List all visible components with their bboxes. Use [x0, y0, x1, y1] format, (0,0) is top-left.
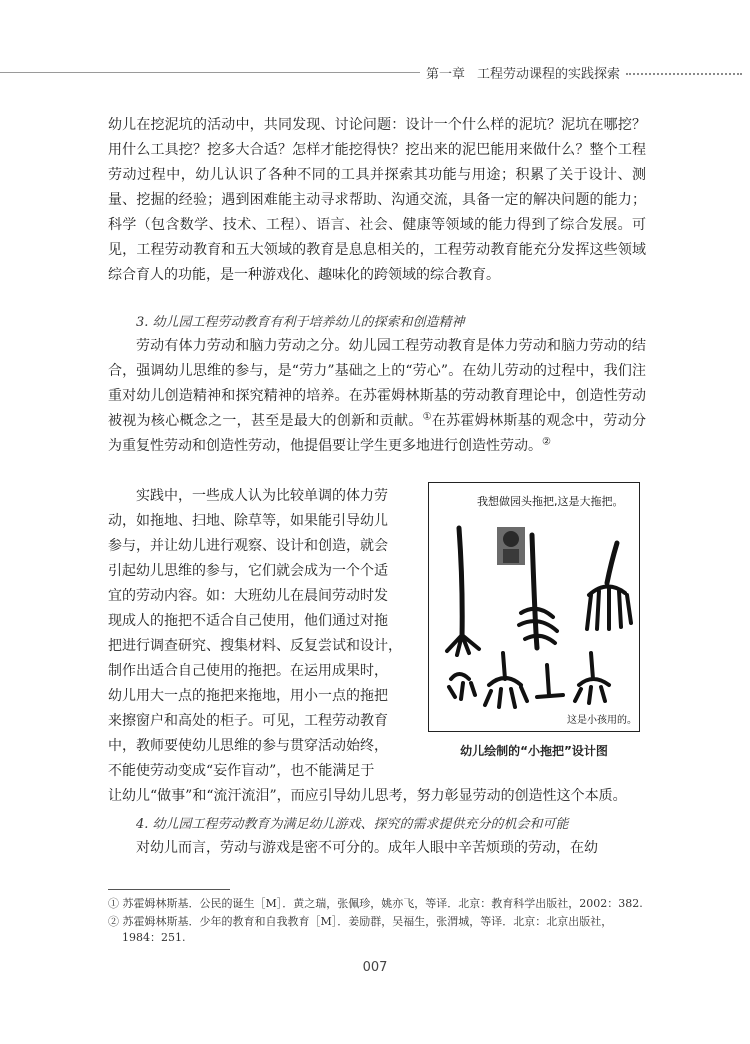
- paragraph-2: [108, 334, 646, 459]
- footnote-ref-2[interactable]: ②: [542, 436, 551, 448]
- paragraph-3-line: 中，教师要使幼儿思维的参与贯穿活动始终，: [108, 738, 388, 754]
- paragraph-3-line: 来擦窗户和高处的柜子。可见，工程劳动教育: [108, 713, 388, 729]
- paragraph-3-line: 引起幼儿思维的参与，它们就会成为一个个适: [108, 563, 388, 579]
- section-heading-4: 4. 幼儿园工程劳动教育为满足幼儿游戏、探究的需求提供充分的机会和可能: [136, 817, 569, 832]
- handwriting-top: 我想做园头拖把,这是大拖把。: [477, 495, 624, 508]
- paragraph-4: 对幼儿而言，劳动与游戏是密不可分的。成年人眼中辛苦烦琐的劳动，在幼: [136, 840, 598, 856]
- header-tab: [420, 56, 750, 88]
- child-photo-body: [503, 549, 519, 563]
- running-header: [0, 56, 750, 90]
- mop-3-handle: [607, 543, 617, 583]
- paragraph-3-tail: 让幼儿“做事”和“流汗流泪”，而应引导幼儿思考，努力彰显劳动的创造性这个本质。: [108, 788, 627, 804]
- paragraph-3-line: 参与，并让幼儿进行观察、设计和创造，就会: [108, 538, 388, 554]
- header-dot-leader: [626, 73, 742, 75]
- paragraph-3-line: 不能使劳动变成“妄作盲动”，也不能满足于: [108, 763, 375, 779]
- section-heading-3: 3. 幼儿园工程劳动教育有利于培养幼儿的探索和创造精神: [136, 315, 465, 330]
- small-mop-2: [485, 653, 527, 707]
- chapter-title: 工程劳动课程的实践探索: [477, 66, 621, 82]
- page-number: 007: [362, 960, 388, 975]
- paragraph-3-line: 动，如拖地、扫地、除草等，如果能引导幼儿: [108, 513, 388, 529]
- paragraph-2-part-1: 劳动有体力劳动和脑力劳动之分。幼儿园工程劳动教育是体力劳动和脑力劳动的结合，强调幼儿思维的参与，是“劳力”基础之上的“劳心”。在幼儿劳动的过程中，我们注重对幼儿创造精神和探究精神的培养。在苏霍姆林斯基的劳动教育理论中，创造性劳动被视为核心概念之一，甚至是最大的创新和贡献。: [108, 338, 646, 429]
- paragraph-3-line: 实践中，一些成人认为比较单调的体力劳: [136, 488, 388, 504]
- small-mop-1: [449, 674, 475, 699]
- footnote-2-continued: 1984：251.: [122, 931, 186, 944]
- paragraph-3-line: 幼儿用大一点的拖把来拖地，用小一点的拖把: [108, 688, 388, 704]
- paragraph-1: 幼儿在挖泥坑的活动中，共同发现、讨论问题：设计一个什么样的泥坑？泥坑在哪挖？用什么工具挖？挖多大合适？怎样才能挖得快？挖出来的泥巴能用来做什么？整个工程劳动过程中，幼儿认识了各种不同的工具并探索其功能与用途；积累了关于设计、测量、挖掘的经验；遇到困难能主动寻求帮助、沟通交流，具备一定的解决问题的能力；科学（包含数学、技术、工程）、语言、社会、健康等领域的能力得到了综合发展。可见，工程劳动教育和五大领域的教育是息息相关的，工程劳动教育能充分发挥这些领域综合育人的功能，是一种游戏化、趣味化的跨领域的综合教育。: [108, 117, 646, 283]
- mop-1-head: [447, 635, 479, 655]
- footnote-rule: [108, 889, 230, 890]
- paragraph-3-wrapped: [108, 484, 424, 784]
- chapter-number: 第一章: [426, 66, 466, 82]
- figure-caption: 幼儿绘制的“小拖把”设计图: [460, 744, 608, 758]
- paragraph-2-part-2: 在苏霍姆林斯基的观念中，劳动分为重复性劳动和创造性劳动，他提倡要让学生更多地进行创造性劳动。: [108, 413, 647, 454]
- footnote-2: ② 苏霍姆林斯基．少年的教育和自我教育［M］．姜励群，吴福生，张渭城，等译．北京：北京出版社，: [108, 915, 613, 928]
- paragraph-3-line: 现成人的拖把不适合自己使用，他们通过对拖: [108, 613, 388, 629]
- mop-2-handle: [532, 535, 537, 648]
- small-mop-3: [537, 665, 563, 697]
- footnote-1: ① 苏霍姆林斯基．公民的诞生［M］．黄之瑞，张佩珍，姚亦飞，等译．北京：教育科学出版社，2002：382.: [108, 897, 643, 910]
- handwriting-bottom: 这是小孩用的。: [567, 715, 637, 726]
- mop-3-head: [587, 586, 631, 629]
- small-mop-4: [575, 653, 609, 703]
- paragraph-3-line: 制作出适合自己使用的拖把。在运用成果时，: [108, 663, 388, 679]
- mop-drawing: [429, 483, 639, 731]
- child-photo-face: [503, 531, 519, 547]
- mop-1-handle: [459, 528, 462, 638]
- paragraph-3-line: 把进行调查研究、搜集材料、反复尝试和设计，: [108, 638, 402, 654]
- mop-drawing-figure: [428, 482, 640, 732]
- paragraph-3-line: 宜的劳动内容。如：大班幼儿在晨间劳动时发: [108, 588, 388, 604]
- footnote-ref-1[interactable]: ①: [422, 411, 432, 423]
